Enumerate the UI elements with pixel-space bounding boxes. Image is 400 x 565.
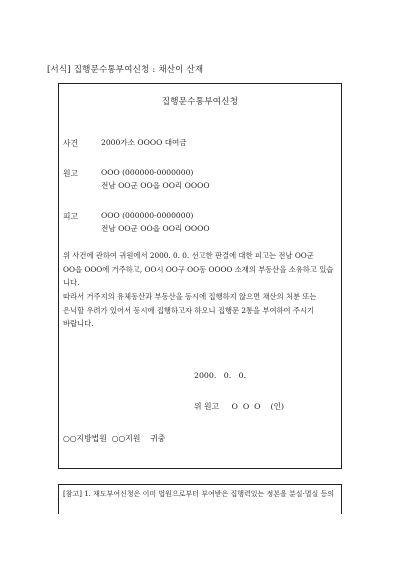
defendant-label: 피고 [63,212,79,221]
form-title: 집행문수통부여신청 [161,97,239,107]
plaintiff-address: 전남 OO군 OO읍 OO리 OOOO [101,181,210,190]
application-form [58,83,342,469]
application-date: 2000. 0. 0. [194,371,247,380]
case-value: 2000가소 OOOO 대여금 [101,138,187,147]
reference-note [58,484,342,514]
defendant-address: 전남 OO군 OO읍 OO리 OOOO [101,224,210,233]
court-addressee: ○○지방법원 ○○지원 귀중 [63,434,166,443]
case-label: 사건 [63,139,79,148]
plaintiff-label: 원고 [63,169,79,178]
body-paragraph-1: 위 사건에 관하여 귀원에서 2000. 0. 0. 선고한 판결에 대한 피고는 전남 OO군 OO읍 OOO에 거주하고, OO시 OO구 OO동 OOOO 소재의 부동산을 소유하고 있습 니다. [63,251,334,287]
body-paragraph-2: 따라서 거주지의 유체동산과 부동산을 동시에 집행하지 않으면 채산의 처분 또는 은닉할 우려가 있어서 동시에 집행하고자 하오니 집행문 2통을 부여하여 주시기 바랍니다. [63,292,317,328]
defendant-id: OOO (000000-0000000) [101,211,194,220]
signer-line: 위 원고 O O O (인) [194,402,285,411]
plaintiff-id: OOO (000000-0000000) [101,168,194,177]
reference-note-text: [참고] 1. 재도부여신청은 이미 법원으로부터 부여받은 집행력있는 정본을 분실·멸실 등의 [63,490,335,498]
document-heading: [서식] 집행문수통부여신청 : 채산이 산재 [47,65,204,75]
